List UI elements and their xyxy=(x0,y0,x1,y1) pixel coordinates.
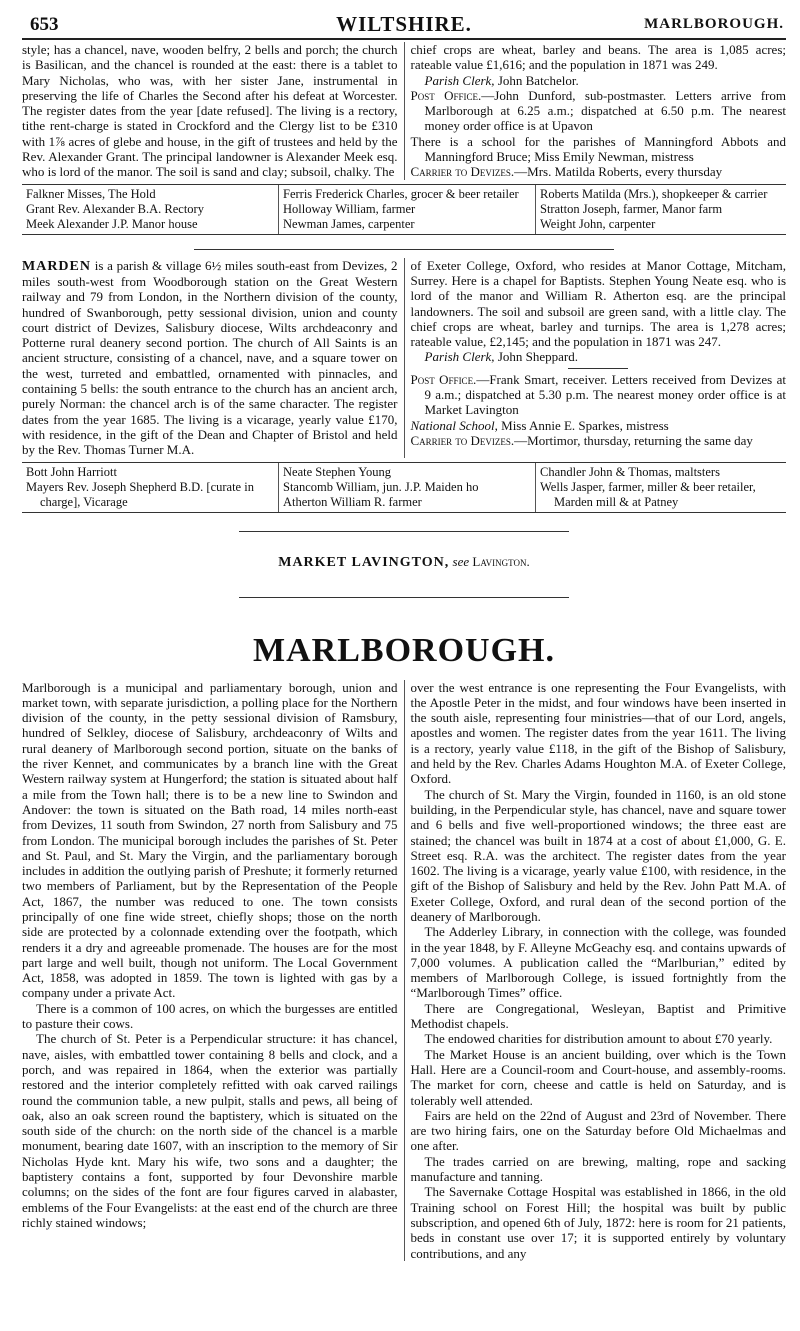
marden-text-left: is a parish & village 6½ miles south-east from Devizes, 2 miles south-west from Woodborough station on the Great Western railway and 79 from London, in the Northern division of the county, hundred of Swanborough, petty sessional division, union and county court district of Devizes, Salisbury diocese, Wilts archdeaconry and Potterne rural deanery second portion. The church of All Saints is an ancient structure, consisting of a chancel, nave, and a square tower on the west, turreted and embattled, ornamented with pinnacles, and containing 5 bells: the south entrance to the church has an ancient arch, purely Norman: the chancel arch is of the same character. The register dates from the year 1685. The living is a vicarage, yearly value £170, with residence, in the gift of the Dean and Chapter of Bristol and held by the Rev. Thomas Turner M.A. xyxy=(22,257,398,458)
marden-right-column xyxy=(405,258,787,458)
section-divider xyxy=(239,531,569,532)
post-office-text: —John Dunford, sub-postmaster. Letters arrive from Marlborough at 6.25 a.m.; dispatched at 6.50 p.m. The nearest money order office is at Upavon xyxy=(424,87,786,134)
residents-column xyxy=(278,185,535,234)
resident-entry: Wells Jasper, farmer, miller & beer retailer, Marden mill & at Patney xyxy=(540,479,756,509)
running-head-town: MARLBOROUGH. xyxy=(644,16,784,32)
manningford-right-column xyxy=(405,42,787,180)
resident-entry: Roberts Matilda (Mrs.), shopkeeper & carrier xyxy=(540,186,768,201)
post-office-label: Post Office. xyxy=(410,371,477,387)
residents-column xyxy=(535,463,786,512)
short-rule xyxy=(568,368,628,369)
resident-entry: Neate Stephen Young xyxy=(283,464,391,479)
resident-entry: Meek Alexander J.P. Manor house xyxy=(26,216,198,231)
school-text: There is a school for the parishes of Manningford Abbots and Manningford Bruce; Miss Emily Newman, mistress xyxy=(410,133,786,165)
marlborough-paragraph: The Market House is an ancient building, over which is the Town Hall. Here are a Council-room and Court-house, and assembly-rooms. The market for corn, cheese and cattle is held on Saturday, and is tolerably well attended. xyxy=(410,1046,786,1108)
marlborough-paragraph: Marlborough is a municipal and parliamentary borough, union and market town, with separate jurisdiction, a polling place for the Northern division of the county, in the petty sessional division of Ramsbury, hundred of Selkley, diocese of Salisbury, archdeaconry of Wilts and rural deanery of Marlborough second portion, situate on the banks of the river Kennet, and communicates by a branch line with the Great Western railway system at Hungerford; the station is situated about half a mile from the Town hall; there is to be a new line to Swindon and Andover: the town is situated on the Bath road, 14 miles north-east from Devizes, 11 south from Swindon, 27 north from Salisbury and 75 from London. The municipal borough includes the parishes of St. Peter and St. Paul, and St. Mary the Virgin, and the parliamentary borough includes in addition the outlying parish of Preshute; it formerly returned two members of Parliament, but by the Representation of the People Act, 1867, the number was reduced to one. The town consists principally of one fine wide street, chiefly shops; those on the north side are protected by a colonnade extending over the footpath, which renders it a dry and agreeable promenade. The houses are for the most part large and well built, though not uniform. The Local Government Act, 1858, was adopted in 1859. The town is lighted with gas by a company under a private Act. xyxy=(22,679,398,1001)
school-text: Miss Annie E. Sparkes, mistress xyxy=(501,417,669,433)
post-office-text: —Frank Smart, receiver. Letters received from Devizes at 9 a.m.; dispatched at 5.30 p.m. The nearest money order office is at Market Lavington xyxy=(424,371,786,418)
marlborough-title: MARLBOROUGH. xyxy=(253,631,555,669)
carrier-text: —Mortimor, thursday, returning the same day xyxy=(514,432,753,448)
resident-entry: Falkner Misses, The Hold xyxy=(26,186,156,201)
marden-text-right: of Exeter College, Oxford, who resides at Manor Cottage, Mitcham, Surrey. Here is a chapel for Baptists. Stephen Young Neate esq. who is lord of the manor and William R. Atherton esq. are the principal landowners. The soil and subsoil are green sand, with a little clay. The chief crops are wheat, barley and turnips. The area is 1,278 acres; rateable value, £2,145; and the population in 1871 was 247. xyxy=(410,257,786,350)
marden-left-column xyxy=(22,258,405,458)
manningford-residents xyxy=(22,184,786,235)
marden-section xyxy=(22,258,786,458)
carrier-label: Carrier to Devizes. xyxy=(410,164,515,180)
resident-entry: Newman James, carpenter xyxy=(283,216,415,231)
parish-clerk-name: John Sheppard. xyxy=(497,349,578,365)
marlborough-paragraph: There are Congregational, Wesleyan, Baptist and Primitive Methodist chapels. xyxy=(410,1000,786,1032)
cross-reference xyxy=(22,554,786,571)
section-divider xyxy=(194,249,614,250)
marden-residents xyxy=(22,462,786,513)
page-header xyxy=(22,8,786,40)
residents-column xyxy=(22,463,278,512)
resident-entry: Stancomb William, jun. J.P. Maiden ho xyxy=(283,479,479,494)
marlborough-section xyxy=(22,680,786,1261)
resident-entry: Chandler John & Thomas, maltsters xyxy=(540,464,720,479)
residents-column xyxy=(278,463,535,512)
marlborough-paragraph: There is a common of 100 acres, on which the burgesses are entitled to pasture their cows. xyxy=(22,1000,398,1032)
county-heading: WILTSHIRE. xyxy=(336,12,472,36)
resident-entry: Mayers Rev. Joseph Shepherd B.D. [curate in charge], Vicarage xyxy=(26,479,254,509)
marlborough-paragraph: The Savernake Cottage Hospital was established in 1866, in the old Training school on Forest Hill; the hospital was built by public subscription, and opened 6th of July, 1872: here is room for 21 patients, beds in constant use over 17; it is supported entirely by voluntary contributions, and any xyxy=(410,1184,786,1261)
marlborough-left-column xyxy=(22,680,405,1261)
resident-entry: Stratton Joseph, farmer, Manor farm xyxy=(540,201,723,216)
resident-entry: Atherton William R. farmer xyxy=(283,494,422,509)
marlborough-paragraph: The church of St. Peter is a Perpendicular structure: it has chancel, nave, aisles, with embattled tower containing 8 bells and clock, and a porch, and was repaired in 1864, when the exterior was partially restored and the interior completely refitted with oak carved railings round the communion table, a new pulpit, stalls and pews, all being of oak, also an oak screen round the baptistery, which is situated on the south side of the church: on the north side of the chancel is a marble monument, bearing date 1607, with an inscription to the memory of Sir Nicholas Hyde knt. Mary his wife, two sons and a daughter; the baptistery contains a font, supported by four Devonshire marble columns; on the sides of the font are four figures carved in alabaster, emblems of the Four Evangelists: at the east end of the church are three richly stained windows; xyxy=(22,1031,398,1230)
page-number: 653 xyxy=(30,14,59,35)
parish-clerk-label: Parish Clerk, xyxy=(424,349,495,365)
resident-entry: Grant Rev. Alexander B.A. Rectory xyxy=(26,201,204,216)
xref-see: see xyxy=(452,553,470,569)
carrier-label: Carrier to Devizes. xyxy=(410,432,515,448)
post-office-label: Post Office. xyxy=(410,87,482,103)
marlborough-paragraph: Fairs are held on the 22nd of August and 23rd of November. There are two hiring fairs, one on the Saturday before Old Michaelmas and one after. xyxy=(410,1107,786,1154)
manningford-text-left: style; has a chancel, nave, wooden belfry, 2 bells and porch; the church is Basilican, and the chancel is rounded at the east: there is a tablet to Mary Nicholas, who was, with her sister Jane, instrumental in preserving the life of Charles the Second after his defeat at Worcester. The register dates from the year [date refused]. The living is a rectory, tithe rent-charge is stated in Crockford and the Clergy list to be £310 with 1⅞ acres of glebe and house, in the gift of trustees and held by the Rev. Alexander Grant. The principal landowner is Alexander Meek esq. who is lord of the manor. The soil is sand and clay; subsoil, chalky. The xyxy=(22,42,398,180)
manningford-text-right: chief crops are wheat, barley and beans. The area is 1,085 acres; rateable value £1,616; and the population in 1871 was 249. xyxy=(410,42,786,73)
manningford-section xyxy=(22,42,786,180)
section-divider xyxy=(239,597,569,598)
marlborough-paragraph: The endowed charities for distribution amount to about £70 yearly. xyxy=(424,1031,773,1047)
school-label: National School, xyxy=(410,417,498,433)
parish-clerk-label: Parish Clerk, xyxy=(424,72,495,88)
residents-column xyxy=(535,185,786,234)
resident-entry: Holloway William, farmer xyxy=(283,201,416,216)
directory-page xyxy=(22,8,786,1261)
marden-heading: MARDEN xyxy=(22,258,91,274)
manningford-left-column xyxy=(22,42,405,180)
xref-target: Lavington. xyxy=(472,553,530,569)
marlborough-paragraph: The church of St. Mary the Virgin, founded in 1160, is an old stone building, in the Perpendicular style, has chancel, nave and square tower and 6 bells and five well-proportioned windows; the three east are stained; the chancel was built in 1874 at a cost of about £1,000, G. E. Street esq. R.A. was the architect. The register dates from the year 1602. The living is a vicarage, yearly value £100, with residence, in the gift of the Bishop of Salisbury and held by the Rev. John Patt M.A. of Exeter College, Oxford, and rural dean of the second portion of the deanery of Marlborough. xyxy=(410,786,786,924)
resident-entry: Bott John Harriott xyxy=(26,464,117,479)
marlborough-right-column xyxy=(405,680,787,1261)
resident-entry: Ferris Frederick Charles, grocer & beer retailer xyxy=(283,186,519,201)
residents-column xyxy=(22,185,278,234)
marlborough-paragraph: The Adderley Library, in connection with the college, was founded in the year 1848, by F. Alleyne McGeachy esq. and contains upwards of 7,000 volumes. A publication called the “Marlburian,” edited by members of Marlborough College, is issued fortnightly from the “Marlborough Times” office. xyxy=(410,924,786,1001)
marlborough-paragraph: over the west entrance is one representing the Four Evangelists, with the Apostle Peter in the midst, and four windows have been inserted in the south aisle, representing four ministries—that of our Lord, angels, apostles and women. The register dates from the year 1611. The living is a rectory, yearly value £118, in the gift of the Bishop of Salisbury, and held by the Rev. Charles Adams Houghton M.A. of Exeter College, Oxford. xyxy=(410,679,786,787)
parish-clerk-name: John Batchelor. xyxy=(497,72,579,88)
marlborough-paragraph: The trades carried on are brewing, malting, rope and sacking manufacture and tanning. xyxy=(410,1153,786,1185)
carrier-text: —Mrs. Matilda Roberts, every thursday xyxy=(514,164,723,180)
resident-entry: Weight John, carpenter xyxy=(540,216,656,231)
xref-title: MARKET LAVINGTON, xyxy=(278,554,450,570)
